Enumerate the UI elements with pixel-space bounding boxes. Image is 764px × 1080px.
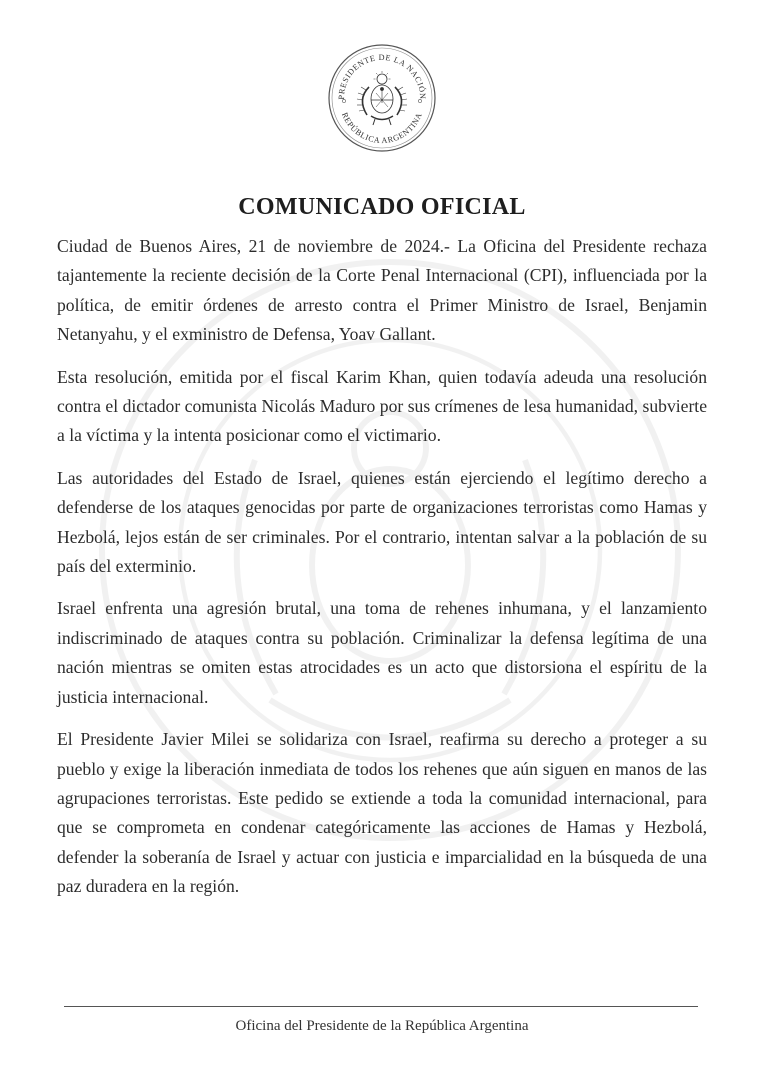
presidential-seal-icon [327, 43, 437, 153]
paragraph-1: Ciudad de Buenos Aires, 21 de noviembre de 2024.- La Oficina del Presidente rechaza tajantemente la reciente decisión de la Corte Penal Internacional (CPI), influenciada por la política, de emitir órdenes de arresto contra el Primer Ministro de Israel, Benjamin Netanyahu, y el exministro de Defensa, Yoav Gallant. [57, 236, 707, 345]
paragraph-2: Esta resolución, emitida por el fiscal Karim Khan, quien todavía adeuda una resolución contra el dictador comunista Nicolás Maduro por sus crímenes de lesa humanidad, subvierte a la víctima y la intenta posicionar como el victimario. [57, 366, 707, 446]
communique-body [57, 232, 707, 915]
paragraph-3: Las autoridades del Estado de Israel, quienes están ejerciendo el legítimo derecho a defenderse de los ataques genocidas por parte de organizaciones terroristas como Hamas y Hezbolá, lejos están de ser criminales. Por el contrario, intentan salvar a la población de su país del exterminio. [57, 467, 707, 577]
footer-divider [64, 1006, 698, 1007]
paragraph-5: El Presidente Javier Milei se solidariza con Israel, reafirma su derecho a proteger a su pueblo y exige la liberación inmediata de todos los rehenes que aún siguen en manos de las agrupaciones terroristas. Este pedido se extiende a toda la comunidad internacional, para que se comprometa en condenar categóricamente las acciones de Hamas y Hezbolá, defender la soberanía de Israel y actuar con justicia e imparcialidad en la búsqueda de una paz duradera en la región. [57, 729, 707, 897]
svg-text:PRESIDENTE DE LA NACIÓN: PRESIDENTE DE LA NACIÓN [336, 52, 428, 100]
footer-signature: Oficina del Presidente de la República Argentina [235, 1018, 529, 1034]
paragraph-4: Israel enfrenta una agresión brutal, una toma de rehenes inhumana, y el lanzamiento indiscriminado de ataques contra su población. Criminalizar la defensa legítima de una nación mientras se omiten estas atrocidades es un acto que distorsiona el espíritu de la justicia internacional. [57, 598, 707, 707]
svg-text:REPÚBLICA ARGENTINA: REPÚBLICA ARGENTINA [340, 111, 424, 146]
page-title: COMUNICADO OFICIAL [238, 194, 526, 221]
